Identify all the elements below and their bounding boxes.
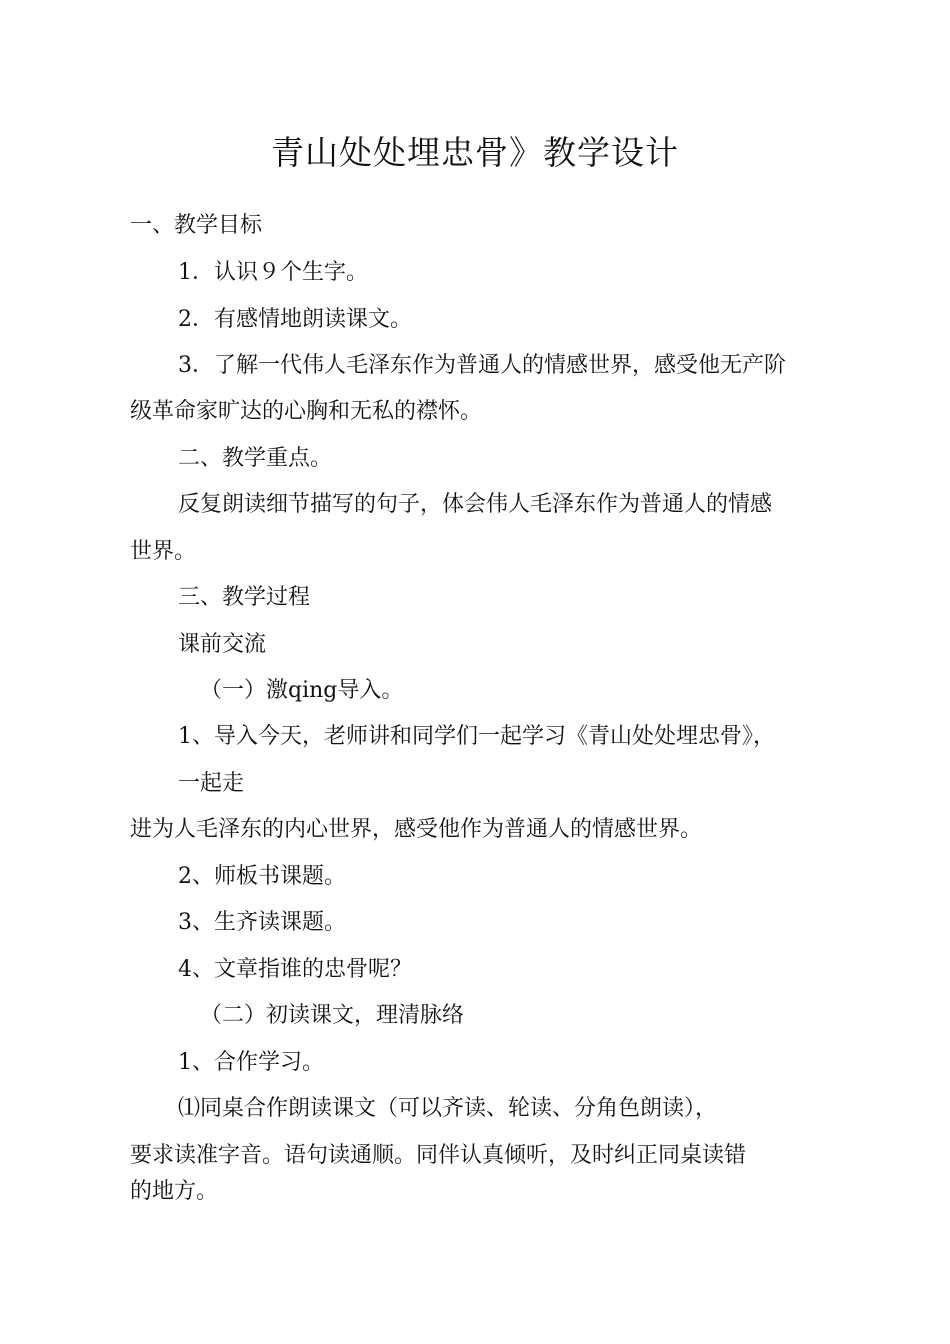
paragraph-line: 世界。 (130, 539, 197, 564)
paragraph-line: 2、师板书课题。 (178, 864, 346, 889)
paragraph-line: 3．了解一代伟人毛泽东作为普通人的情感世界，感受他无产阶 (178, 353, 786, 378)
paragraph-line: 级革命家旷达的心胸和无私的襟怀。 (130, 399, 483, 424)
paragraph-line: 1、导入今天，老师讲和同学们一起学习《青山处处埋忠骨》， (178, 724, 775, 749)
section-heading-objectives: 一、教学目标 (130, 213, 263, 238)
subsection-heading: （一）激qing导入。 (200, 678, 404, 703)
paragraph-line: 3、生齐读课题。 (178, 910, 346, 935)
paragraph-line: 一起走 (178, 771, 245, 796)
paragraph-line: 要求读准字音。语句读通顺。同伴认真倾听，及时纠正同桌读错 (130, 1143, 747, 1168)
paragraph-line: 的地方。 (130, 1179, 219, 1204)
paragraph-line: 2．有感情地朗读课文。 (178, 307, 412, 332)
paragraph-line: 1、合作学习。 (178, 1050, 324, 1075)
paragraph-line: 1．认识９个生字。 (178, 260, 368, 285)
paragraph-line: 课前交流 (178, 632, 267, 657)
section-heading-key-points: 二、教学重点。 (178, 446, 333, 471)
paragraph-line: 进为人毛泽东的内心世界，感受他作为普通人的情感世界。 (130, 817, 703, 842)
document-title: 青山处处埋忠骨》教学设计 (271, 133, 679, 172)
paragraph-line: 4、文章指谁的忠骨呢？ (178, 957, 412, 982)
paragraph-line: ⑴同桌合作朗读课文（可以齐读、轮读、分角色朗读）， (178, 1096, 718, 1121)
paragraph-line: 反复朗读细节描写的句子，体会伟人毛泽东作为普通人的情感 (178, 492, 773, 517)
section-heading-process: 三、教学过程 (178, 585, 311, 610)
subsection-heading: （二）初读课文，理清脉络 (200, 1003, 465, 1028)
